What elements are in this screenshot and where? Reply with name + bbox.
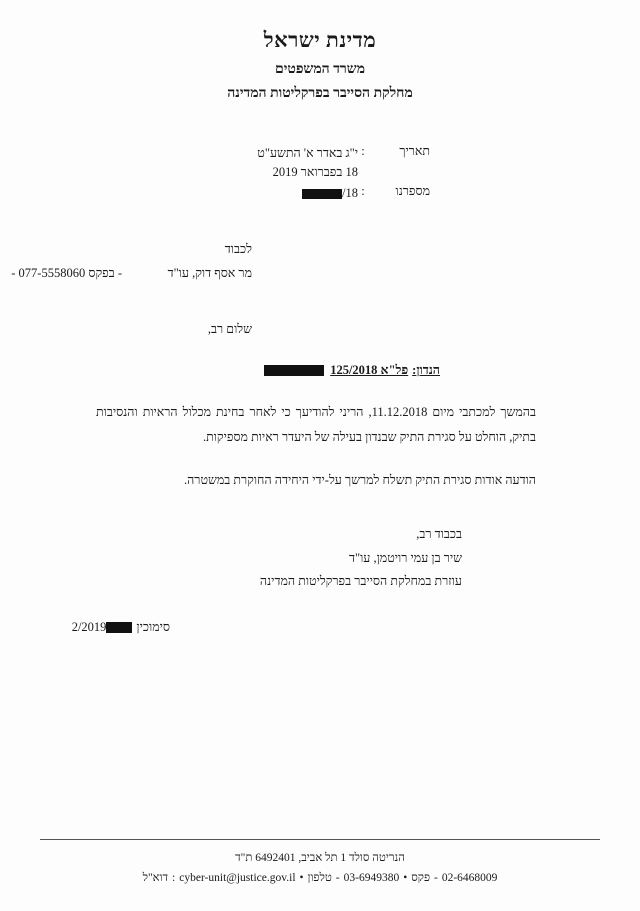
signature-title: עוזרת במחלקת הסייבר בפרקליטות המדינה — [259, 574, 462, 589]
body-paragraph-2: הודעה אודות סגירת התיק תשלח למרשך על-ידי היחידה החוקרת במשטרה. — [183, 472, 536, 487]
file-number-value — [301, 184, 358, 203]
footer-divider — [40, 839, 600, 840]
signature-closing: בכבוד רב, — [416, 526, 462, 541]
ministry-name: משרד המשפטים — [274, 62, 366, 78]
addressee-block — [0, 238, 640, 286]
file-number-row — [0, 184, 430, 203]
date-hebrew: י"ג באדר א' התשע"ט — [257, 146, 358, 161]
redaction-bar-reference — [106, 622, 132, 633]
signature-block — [0, 523, 640, 594]
addressee-fax: - בפקס 077-5558060 - — [11, 266, 122, 281]
subject-label: הנדון: — [412, 362, 440, 377]
addressee-name: מר אסף דוק, עו"ד — [167, 266, 252, 281]
greeting: שלום רב, — [207, 321, 252, 336]
footer-fax: 02-6468009 — [441, 872, 498, 885]
subject-line — [0, 363, 640, 378]
footer-email-label: דוא"ל — [142, 872, 169, 885]
subject-case-number: פל"א 125/2018 — [330, 362, 409, 377]
letterhead — [0, 0, 640, 104]
footer-contact: 02-6468009-פקס•03-6949380-טלפון•cyber-unit@justice.gov.il:דוא"ל — [142, 872, 498, 885]
date-label: תאריך — [399, 144, 430, 159]
document-meta — [0, 144, 640, 202]
file-number-text: 18/ — [342, 185, 358, 200]
date-colon: : — [361, 144, 365, 159]
letter-body — [0, 400, 640, 493]
reference-value: 2/2019 — [71, 620, 107, 635]
addressee-to: לכבוד — [224, 242, 252, 257]
footer-phone: 03-6949380 — [343, 872, 400, 885]
addressee-name-row — [0, 262, 252, 286]
state-name: מדינת ישראל — [263, 28, 377, 52]
document-footer — [0, 839, 640, 889]
reference-label: סימוכין — [136, 620, 170, 635]
redaction-bar-subject — [264, 365, 324, 376]
footer-phone-label: טלפון — [307, 872, 332, 885]
date-value — [257, 144, 358, 182]
date-gregorian: 18 בפברואר 2019 — [272, 164, 358, 179]
signature-name: שיר בן עמי רויטמן, עו"ד — [348, 550, 462, 565]
reference-line — [0, 620, 640, 635]
footer-address: הנריטה סולד 1 תל אביב, 6492401 ת"ד — [235, 851, 405, 864]
body-paragraph-1: בהמשך למכתבי מיום 11.12.2018, הריני להודיעך כי לאחר בחינת מכלול הראיות והנסיבות בתיק, הוחלט על סגירת התיק שבנדון בעילה של היעדר ראיות מספיקות. — [96, 404, 536, 444]
footer-fax-label: פקס — [411, 872, 430, 885]
redaction-bar-file-number — [302, 189, 342, 199]
file-number-colon: : — [361, 183, 365, 198]
footer-email[interactable]: cyber-unit@justice.gov.il — [179, 872, 296, 885]
department-name: מחלקת הסייבר בפרקליטות המדינה — [227, 86, 413, 102]
date-row — [0, 144, 430, 182]
file-number-label: מספרנו — [395, 183, 430, 198]
